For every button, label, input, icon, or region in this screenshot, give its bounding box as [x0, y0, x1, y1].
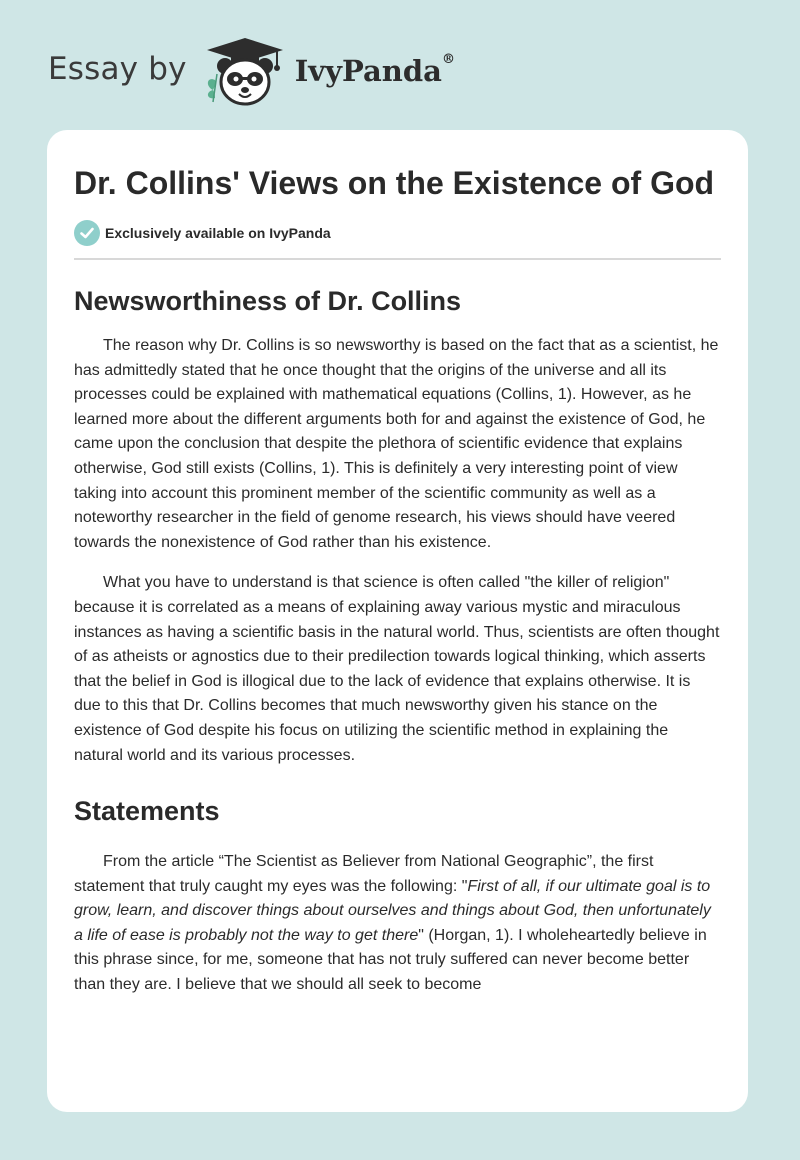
paragraph: The reason why Dr. Collins is so newsworthy is based on the fact that as a scientist, he has admittedly stated that he once thought that the origins of the universe and all its processes could be explained with mathematical equations (Collins, 1). However, as he learned more about the different arguments both for and against the existence of God, he came upon the conclusion that despite the plethora of scientific evidence that explains otherwise, God still exists (Collins, 1). This is definitely a very interesting point of view taking into account this prominent member of the scientific community as well as a noteworthy researcher in the field of genome research, his views should have veered towards the nonexistence of God rather than his existence.: [74, 337, 719, 551]
panda-graduate-icon: [201, 36, 289, 108]
quote-text: First of all, if our ultimate goal is to grow, learn, and discover things about ourselves and things about God, then unfortunately a life of ease is probably not the way to get there: [74, 877, 711, 944]
check-icon: [74, 220, 100, 246]
essay-card: [47, 130, 748, 1112]
trademark-symbol: ®: [441, 52, 455, 67]
paragraph: What you have to understand is that science is often called "the killer of religion" because it is correlated as a means of explaining away various mystic and miraculous instances as having a scientific basis in the natural world. Thus, scientists are often thought of as atheists or agnostics due to their predilection towards logical thinking, which asserts that the belief in God is illogical due to the lack of evidence that explains otherwise. It is due to this that Dr. Collins becomes that much newsworthy given his stance on the existence of God despite his focus on utilizing the scientific method in explaining the natural world and its various processes.: [74, 574, 720, 764]
section-heading: Statements: [74, 796, 220, 827]
paragraph: [74, 850, 721, 998]
exclusive-badge: [74, 220, 721, 260]
site-header: [48, 36, 455, 108]
brand-name: IvyPanda®: [294, 52, 455, 88]
paragraph-text: " (Horgan, 1). I wholeheartedly believe in this phrase since, for me, someone that has not truly suffered can never become better than they are. I believe that we should all seek to become: [74, 926, 707, 994]
exclusive-label: Exclusively available on IvyPanda: [105, 225, 331, 241]
page-title: Dr. Collins' Views on the Existence of God: [74, 165, 715, 201]
essay-by-label: Essay by: [48, 51, 187, 87]
section-heading: Newsworthiness of Dr. Collins: [74, 286, 462, 316]
paragraph-text: From the article “The Scientist as Believer from National Geographic”, the first statement that truly caught my eyes was the following: ": [74, 853, 654, 895]
